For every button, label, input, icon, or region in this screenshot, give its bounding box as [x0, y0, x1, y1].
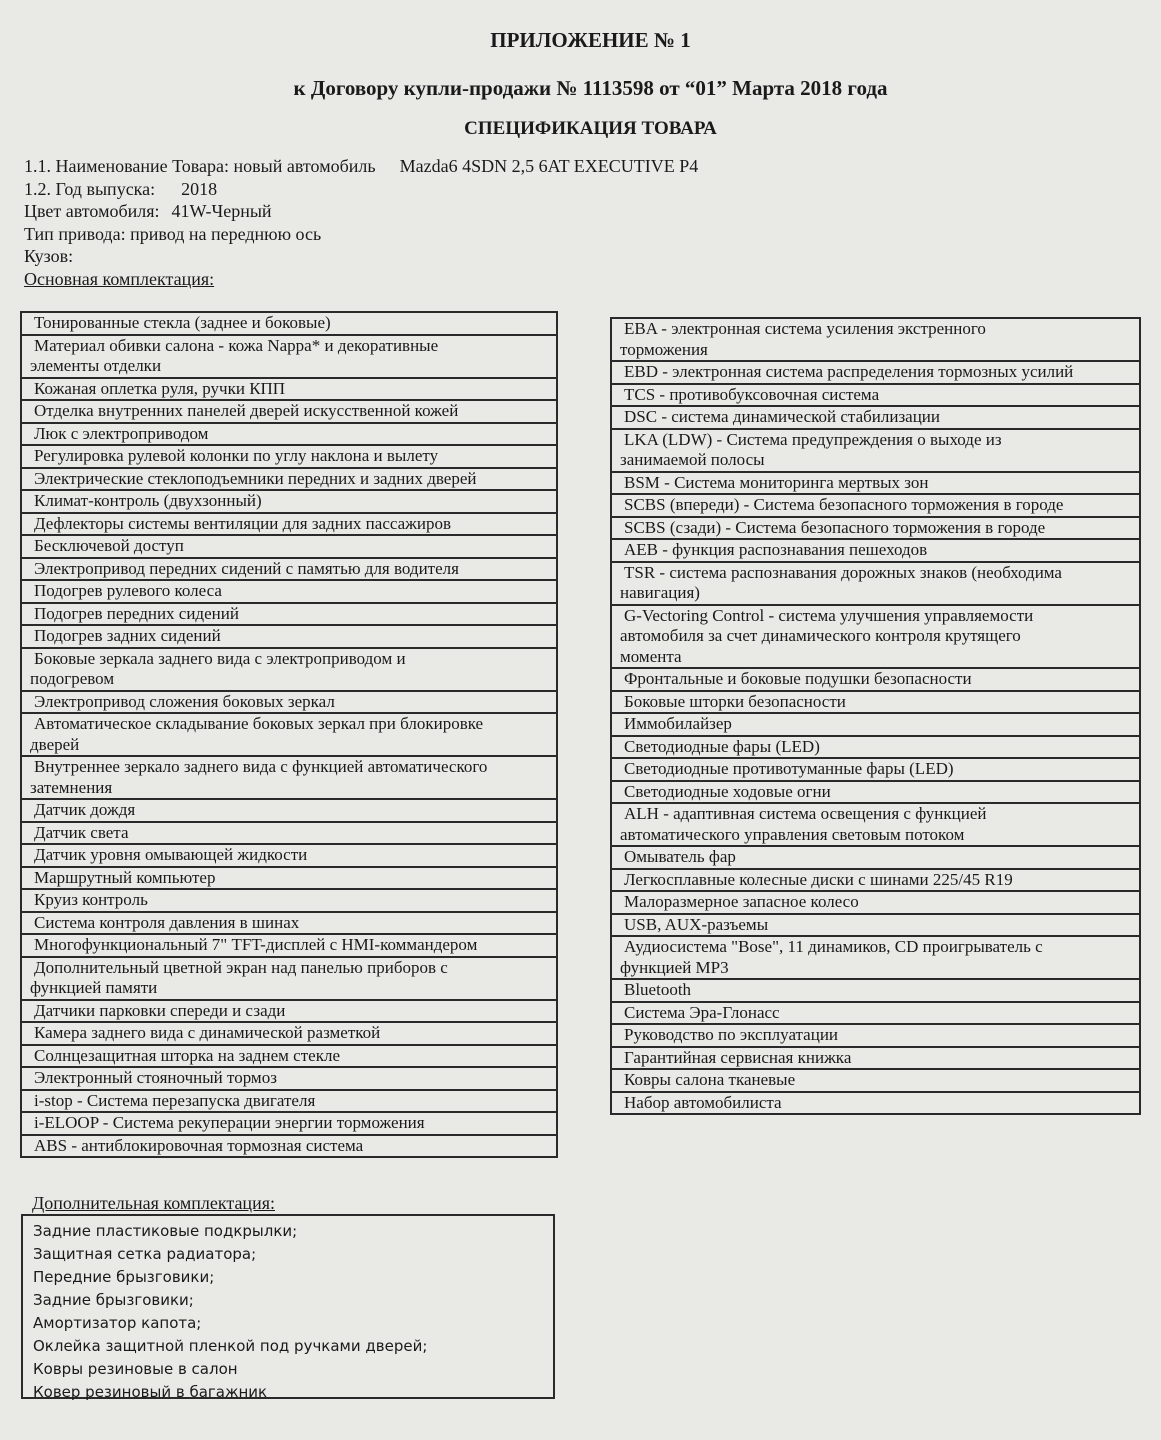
equipment-cell — [21, 312, 557, 335]
equipment-cell — [21, 513, 557, 536]
equipment-item-text: Легкосплавные колесные диски с шинами 225/45 R19 — [624, 869, 1013, 889]
equipment-cell — [611, 914, 1140, 937]
equipment-cell — [21, 912, 557, 935]
equipment-cell — [21, 1045, 557, 1068]
equipment-row — [611, 846, 1140, 869]
equipment-cell — [611, 869, 1140, 892]
equipment-item-text: Подогрев передних сидений — [34, 603, 239, 623]
equipment-row — [21, 1067, 557, 1090]
equipment-item-text: LKA (LDW) - Система предупреждения о выходе из — [624, 429, 1002, 449]
equipment-item-text: Светодиодные ходовые огни — [624, 781, 831, 801]
equipment-item-text: подогревом — [30, 669, 115, 688]
equipment-item-text: USB, AUX-разъемы — [624, 914, 769, 934]
equipment-cell — [21, 625, 557, 648]
equipment-item-text: Электронный стояночный тормоз — [34, 1068, 277, 1087]
contract-reference: к Договору купли-продажи № 1113598 от “01” Марта 2018 года — [293, 76, 888, 100]
equipment-item-text: Омыватель фар — [624, 847, 736, 866]
equipment-row — [21, 957, 557, 1000]
equipment-cell — [611, 429, 1140, 472]
extra-equipment-item: Амортизатор капота; — [33, 1314, 202, 1332]
equipment-row — [21, 822, 557, 845]
equipment-cell — [21, 822, 557, 845]
equipment-row — [611, 406, 1140, 429]
equipment-row — [21, 625, 557, 648]
equipment-cell — [611, 1069, 1140, 1092]
equipment-item-text: навигация) — [620, 583, 700, 602]
equipment-cell — [21, 799, 557, 822]
vehicle-info — [24, 155, 698, 290]
equipment-row — [611, 869, 1140, 892]
vehicle-color-line — [24, 200, 698, 223]
equipment-row — [611, 1092, 1140, 1115]
equipment-item-text: AEB - функция распознавания пешеходов — [624, 540, 928, 559]
vehicle-drive: Тип привода: привод на переднюю ось — [24, 223, 322, 244]
equipment-row — [611, 691, 1140, 714]
extra-equipment-item: Оклейка защитной пленкой под ручками дверей; — [33, 1337, 428, 1355]
extra-equipment-item: Ковры резиновые в салон — [33, 1360, 238, 1378]
equipment-item-text: EBD - электронная система распределения тормозных усилий — [624, 362, 1074, 381]
equipment-row — [21, 756, 557, 799]
equipment-row — [21, 844, 557, 867]
equipment-row — [21, 400, 557, 423]
extra-equipment-item: Ковер резиновый в багажник — [33, 1383, 268, 1401]
equipment-row — [611, 361, 1140, 384]
equipment-row — [611, 562, 1140, 605]
equipment-item-text: Бесключевой доступ — [34, 536, 184, 555]
equipment-cell — [611, 736, 1140, 759]
equipment-item-text: затемнения — [30, 777, 113, 797]
equipment-row — [21, 1000, 557, 1023]
equipment-item-text: занимаемой полосы — [620, 450, 765, 469]
equipment-cell — [21, 490, 557, 513]
equipment-cell — [611, 758, 1140, 781]
equipment-cell — [611, 605, 1140, 669]
equipment-item-text: Климат-контроль (двухзонный) — [34, 491, 262, 510]
equipment-row — [21, 889, 557, 912]
equipment-item-text: Регулировка рулевой колонки по углу наклона и вылету — [34, 446, 439, 465]
vehicle-name-value: Mazda6 4SDN 2,5 6AT EXECUTIVE P4 — [399, 156, 699, 176]
vehicle-color-value: 41W-Черный — [171, 201, 272, 221]
equipment-item-text: Фронтальные и боковые подушки безопасности — [624, 669, 972, 688]
equipment-cell — [611, 1024, 1140, 1047]
equipment-item-text: Круиз контроль — [34, 890, 148, 909]
equipment-cell — [21, 1067, 557, 1090]
equipment-item-text: DSC - система динамической стабилизации — [624, 407, 940, 426]
equipment-cell — [611, 318, 1140, 361]
equipment-item-text: элементы отделки — [30, 356, 162, 375]
equipment-row — [21, 312, 557, 335]
equipment-cell — [611, 846, 1140, 869]
equipment-cell — [21, 423, 557, 446]
equipment-item-text: SCBS (сзади) - Система безопасного торможения в городе — [624, 517, 1046, 537]
equipment-item-text: Гарантийная сервисная книжка — [624, 1047, 852, 1067]
equipment-row — [611, 1069, 1140, 1092]
vehicle-name-line — [24, 155, 698, 178]
extra-equipment-item: Задние брызговики; — [33, 1291, 194, 1309]
equipment-cell — [21, 558, 557, 581]
equipment-item-text: функцией MP3 — [620, 957, 729, 977]
equipment-cell — [611, 539, 1140, 562]
equipment-item-text: Подогрев рулевого колеса — [34, 581, 222, 600]
equipment-row — [611, 713, 1140, 736]
equipment-row — [611, 914, 1140, 937]
equipment-cell — [611, 494, 1140, 517]
equipment-cell — [21, 934, 557, 957]
vehicle-year-line — [24, 178, 698, 201]
equipment-cell — [21, 756, 557, 799]
equipment-cell — [21, 691, 557, 714]
equipment-row — [611, 891, 1140, 914]
equipment-row — [21, 912, 557, 935]
equipment-row — [21, 648, 557, 691]
equipment-row — [611, 1002, 1140, 1025]
equipment-row — [611, 936, 1140, 979]
equipment-item-text: Электропривод сложения боковых зеркал — [34, 691, 335, 711]
equipment-cell — [611, 1047, 1140, 1070]
extra-equipment-item: Защитная сетка радиатора; — [33, 1245, 257, 1263]
equipment-row — [21, 468, 557, 491]
equipment-cell — [21, 445, 557, 468]
extra-equipment-box — [21, 1214, 555, 1399]
equipment-row — [21, 603, 557, 626]
equipment-item-text: Отделка внутренних панелей дверей искусственной кожей — [34, 401, 459, 420]
equipment-item-text: SCBS (впереди) - Система безопасного торможения в городе — [624, 495, 1064, 514]
equipment-item-text: дверей — [30, 734, 80, 754]
vehicle-year-label: 1.2. Год выпуска: — [24, 178, 156, 199]
equipment-item-text: Кожаная оплетка руля, ручки КПП — [34, 378, 286, 398]
equipment-item-text: Система Эра-Глонасс — [624, 1002, 780, 1022]
equipment-item-text: Аудиосистема "Bose", 11 динамиков, CD проигрыватель с — [624, 937, 1043, 956]
equipment-cell — [611, 891, 1140, 914]
equipment-cell — [21, 468, 557, 491]
equipment-item-text: Иммобилайзер — [624, 714, 732, 733]
equipment-row — [21, 691, 557, 714]
equipment-item-text: Материал обивки салона - кожа Nappa* и декоративные — [34, 335, 439, 355]
equipment-row — [21, 580, 557, 603]
equipment-item-text: EBA - электронная система усиления экстренного — [624, 319, 986, 338]
equipment-item-text: TCS - противобуксовочная система — [624, 384, 880, 404]
equipment-cell — [611, 472, 1140, 495]
equipment-item-text: ALH - адаптивная система освещения с функцией — [624, 804, 987, 823]
extra-equipment-title: Дополнительная комплектация: — [32, 1193, 275, 1213]
equipment-row — [21, 867, 557, 890]
equipment-row — [21, 1135, 557, 1158]
equipment-row — [21, 799, 557, 822]
equipment-cell — [611, 936, 1140, 979]
equipment-cell — [21, 648, 557, 691]
equipment-row — [21, 1045, 557, 1068]
equipment-item-text: TSR - система распознавания дорожных знаков (необходима — [624, 562, 1062, 582]
equipment-item-text: Камера заднего вида с динамической разметкой — [34, 1023, 381, 1042]
equipment-cell — [611, 781, 1140, 804]
equipment-row — [21, 490, 557, 513]
extra-equipment-item: Передние брызговики; — [33, 1268, 215, 1286]
equipment-item-text: Люк с электроприводом — [34, 423, 209, 443]
vehicle-body: Кузов: — [24, 246, 74, 266]
equipment-cell — [21, 889, 557, 912]
equipment-row — [21, 1090, 557, 1113]
equipment-row — [21, 445, 557, 468]
equipment-item-text: Солнцезащитная шторка на заднем стекле — [34, 1045, 340, 1065]
equipment-cell — [21, 603, 557, 626]
equipment-row — [611, 384, 1140, 407]
equipment-item-text: Датчик света — [34, 822, 129, 842]
basic-equipment-title: Основная комплектация: — [24, 268, 215, 289]
equipment-item-text: BSM - Система мониторинга мертвых зон — [624, 472, 929, 492]
equipment-item-text: Боковые зеркала заднего вида с электроприводом и — [34, 648, 406, 668]
equipment-row — [611, 472, 1140, 495]
equipment-cell — [611, 1092, 1140, 1115]
equipment-cell — [21, 844, 557, 867]
equipment-item-text: i-ELOOP - Система рекуперации энергии торможения — [34, 1113, 425, 1132]
equipment-cell — [21, 378, 557, 401]
equipment-row — [611, 318, 1140, 361]
equipment-row — [21, 934, 557, 957]
equipment-item-text: функцией памяти — [30, 978, 158, 997]
equipment-item-text: Маршрутный компьютер — [34, 867, 216, 887]
equipment-row — [21, 1022, 557, 1045]
equipment-row — [21, 423, 557, 446]
equipment-row — [611, 429, 1140, 472]
equipment-row — [611, 758, 1140, 781]
equipment-item-text: Дополнительный цветной экран над панелью приборов с — [34, 957, 448, 977]
equipment-row — [611, 736, 1140, 759]
equipment-row — [611, 979, 1140, 1002]
equipment-item-text: Многофункциональный 7" TFT-дисплей с HMI-коммандером — [34, 935, 478, 954]
equipment-cell — [21, 1000, 557, 1023]
equipment-item-text: Дефлекторы системы вентиляции для задних пассажиров — [34, 513, 452, 533]
equipment-row — [611, 605, 1140, 669]
equipment-row — [21, 713, 557, 756]
vehicle-color-label: Цвет автомобиля: — [24, 201, 160, 221]
basic-equipment-table-left — [20, 311, 558, 1158]
equipment-cell — [611, 562, 1140, 605]
equipment-cell — [21, 535, 557, 558]
vehicle-year-value: 2018 — [181, 178, 218, 199]
equipment-item-text: Светодиодные противотуманные фары (LED) — [624, 759, 954, 778]
equipment-cell — [611, 691, 1140, 714]
equipment-cell — [611, 1002, 1140, 1025]
equipment-row — [21, 1112, 557, 1135]
equipment-item-text: автоматического управления световым потоком — [620, 824, 965, 844]
equipment-cell — [611, 384, 1140, 407]
equipment-cell — [611, 713, 1140, 736]
equipment-item-text: торможения — [620, 339, 708, 359]
equipment-item-text: Руководство по эксплуатации — [624, 1025, 839, 1044]
equipment-item-text: Светодиодные фары (LED) — [624, 736, 820, 756]
equipment-row — [611, 517, 1140, 540]
equipment-item-text: Ковры салона тканевые — [624, 1070, 796, 1089]
equipment-item-text: G-Vectoring Control - система улучшения управляемости — [624, 605, 1034, 625]
equipment-item-text: Bluetooth — [624, 980, 692, 999]
equipment-row — [611, 1024, 1140, 1047]
equipment-cell — [21, 1090, 557, 1113]
equipment-cell — [21, 867, 557, 890]
equipment-item-text: Внутреннее зеркало заднего вида с функцией автоматического — [34, 757, 488, 776]
equipment-item-text: i-stop - Система перезапуска двигателя — [34, 1090, 316, 1110]
equipment-row — [611, 494, 1140, 517]
equipment-row — [21, 335, 557, 378]
equipment-item-text: момента — [620, 646, 682, 666]
equipment-item-text: автомобиля за счет динамического контроля крутящего — [620, 626, 1021, 645]
equipment-row — [611, 1047, 1140, 1070]
equipment-item-text: Автоматическое складывание боковых зеркал при блокировке — [34, 714, 484, 733]
equipment-cell — [21, 335, 557, 378]
equipment-cell — [21, 957, 557, 1000]
basic-equipment-table-right — [610, 317, 1141, 1115]
equipment-row — [21, 535, 557, 558]
equipment-item-text: Набор автомобилиста — [624, 1092, 782, 1112]
equipment-cell — [21, 400, 557, 423]
equipment-cell — [21, 713, 557, 756]
equipment-cell — [21, 580, 557, 603]
equipment-row — [21, 513, 557, 536]
equipment-item-text: Электрические стеклоподъемники передних и задних дверей — [34, 468, 477, 488]
equipment-row — [611, 668, 1140, 691]
equipment-cell — [611, 803, 1140, 846]
equipment-item-text: Электропривод передних сидений с памятью для водителя — [34, 558, 459, 578]
equipment-cell — [611, 668, 1140, 691]
equipment-row — [611, 539, 1140, 562]
specification-title: СПЕЦИФИКАЦИЯ ТОВАРА — [464, 118, 717, 139]
equipment-row — [611, 781, 1140, 804]
equipment-cell — [611, 517, 1140, 540]
equipment-item-text: Подогрев задних сидений — [34, 626, 221, 645]
equipment-row — [611, 803, 1140, 846]
equipment-item-text: Малоразмерное запасное колесо — [624, 892, 859, 911]
equipment-row — [21, 378, 557, 401]
equipment-row — [21, 558, 557, 581]
equipment-cell — [611, 361, 1140, 384]
equipment-item-text: Датчики парковки спереди и сзади — [34, 1000, 286, 1020]
equipment-cell — [21, 1022, 557, 1045]
equipment-cell — [611, 406, 1140, 429]
equipment-cell — [611, 979, 1140, 1002]
equipment-item-text: Тонированные стекла (заднее и боковые) — [34, 313, 331, 332]
equipment-item-text: Система контроля давления в шинах — [34, 912, 300, 932]
equipment-cell — [21, 1112, 557, 1135]
appendix-title: ПРИЛОЖЕНИЕ № 1 — [490, 28, 691, 52]
extra-equipment-item: Задние пластиковые подкрылки; — [33, 1222, 298, 1240]
equipment-item-text: Боковые шторки безопасности — [624, 691, 846, 711]
equipment-item-text: Датчик уровня омывающей жидкости — [34, 845, 308, 864]
equipment-item-text: ABS - антиблокировочная тормозная система — [34, 1135, 364, 1155]
vehicle-name-label: 1.1. Наименование Товара: новый автомобиль — [24, 156, 376, 176]
equipment-item-text: Датчик дождя — [34, 800, 136, 819]
equipment-cell — [21, 1135, 557, 1158]
